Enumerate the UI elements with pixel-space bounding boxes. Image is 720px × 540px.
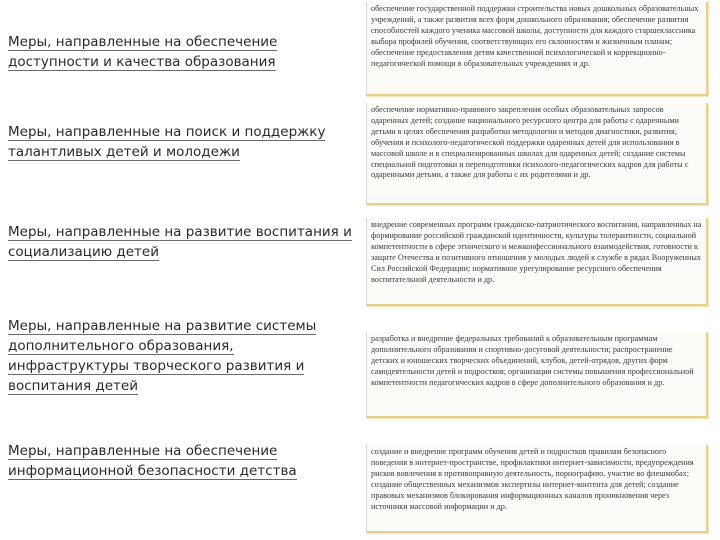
left-heading-3 (8, 222, 353, 262)
left-heading-4-text: Меры, направленные на развитие системы дополнительного образования, инфраструктуры творческого развития и воспитания детей (8, 318, 317, 394)
left-heading-5 (8, 441, 353, 481)
left-heading-5-text: Меры, направленные на обеспечение информационной безопасности детства (8, 443, 297, 479)
left-heading-2 (8, 122, 353, 162)
right-text-5: создание и внедрение программ обучения детей и подростков правилам безопасного поведения в интернет-пространстве, профилактики интернет-зависимости, предупреждения рисков вовлечения в противоправную деятельность, порнографию, участие во флешмобах; создание общественных механизмов экспертизы интернет-контента для детей; создание правовых механизмов блокирования информационных каналов проникновения через источники массовой информации и др. (371, 447, 694, 511)
left-heading-1 (8, 32, 353, 72)
right-text-box-4 (366, 332, 708, 418)
right-text-1: обеспечение государственной поддержки строительства новых дошкольных образовательных учреждений, а также развития всех форм дошкольного образования; обеспечение развития способностей каждого ученика массовой школы, доступности для каждого старшеклассника выбора профилей обучения, соответствующих его склонностям и жизненным планам; обеспечение предоставления детям качественной психологической и коррекционно-педагогической помощи в образовательных учреждениях и др. (371, 4, 699, 68)
right-text-box-3 (366, 218, 708, 306)
right-text-2: обеспечение нормативно-правового закрепления особых образовательных запросов одаренных детей; создание национального ресурсного центра для работы с одаренными детьми в целях обеспечения разработки методологии и методов диагностики, развития, обучения и психолого-педагогической поддержки одаренных детей для использования в массовой школе и в специализированных школах для одаренных детей; создание системы специальной подготовки и переподготовки психолого-педагогических кадров для работы с одаренными детьми, а также для работы с их родителями и др. (371, 105, 689, 180)
left-heading-2-text: Меры, направленные на поиск и поддержку талантливых детей и молодежи (8, 124, 326, 160)
right-text-4: разработка и внедрение федеральных требований к образовательным программам дополнительного образования и спортивно-досуговой деятельности; распространение детских и юношеских творческих объединений, клубов, детей-отрядов, других форм самодеятельности детей и подростков; организация системы повышения профессиональной компетентности педагогических кадров в сфере дополнительного образования и др. (371, 334, 694, 387)
left-heading-1-text: Меры, направленные на обеспечение доступности и качества образования (8, 34, 278, 70)
right-text-box-1 (366, 2, 708, 96)
left-heading-3-text: Меры, направленные на развитие воспитания и социализацию детей (8, 224, 352, 260)
right-text-box-5 (366, 445, 708, 533)
right-text-3: внедрение современных программ гражданско-патриотического воспитания, направленных на формирование российской гражданской идентичности, культуры толерантности, социальной компетентности в сфере этнического и межконфессионального взаимодействия, готовности к защите Отечества и позитивного отношения у молодых людей к службе в рядах Вооруженных Сил Российской Федерации; нормативное урегулирование ресурсного обеспечения воспитательной деятельности и др. (371, 220, 702, 284)
right-text-box-2 (366, 103, 708, 205)
left-heading-4 (8, 316, 353, 396)
